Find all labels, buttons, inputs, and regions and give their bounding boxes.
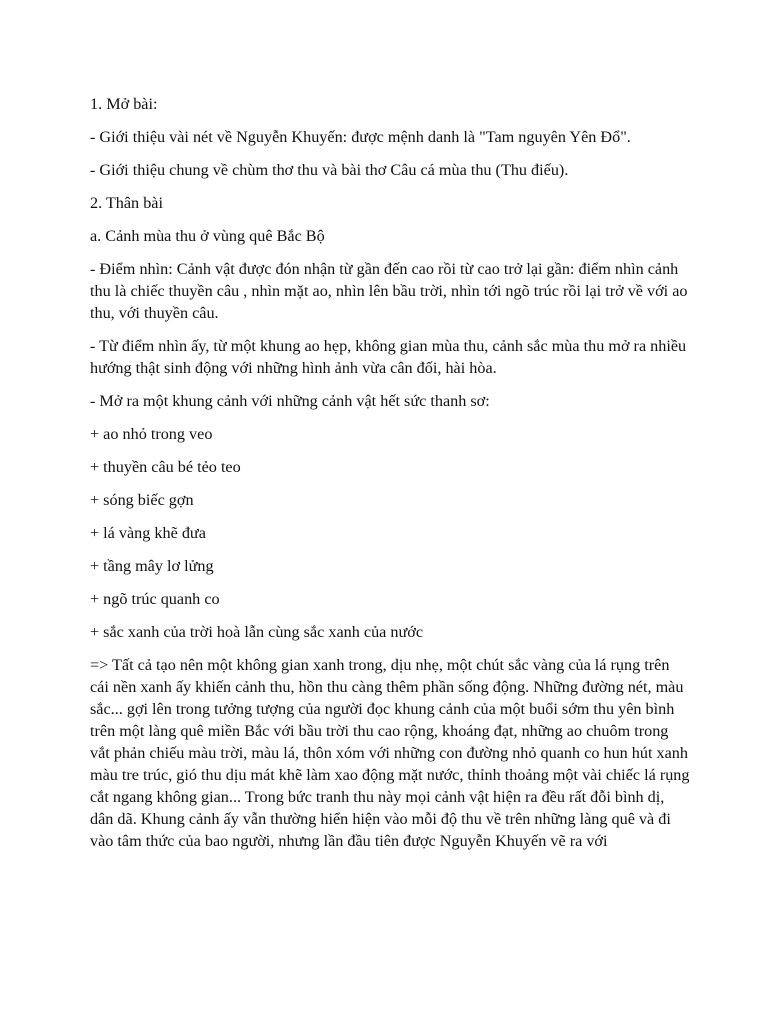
list-item: + tầng mây lơ lửng xyxy=(90,557,214,575)
paragraph-author-intro: - Giới thiệu vài nét về Nguyễn Khuyến: được mệnh danh là "Tam nguyên Yên Đổ". xyxy=(90,128,631,146)
paragraph-conclusion: => Tất cả tạo nên một không gian xanh trong, dịu nhẹ, một chút sắc vàng của lá rụng trên cái nền xanh ấy khiến cảnh thu, hồn thu càng thêm phần sống động. Những đường nét, màu sắc... gợi lên trong tưởng tượng của người đọc khung cảnh của một buổi sớm thu yên bình trên một làng quê miền Bắc với bầu trời thu cao rộng, khoáng đạt, những ao chuôm trong vắt phản chiếu màu trời, màu lá, thôn xóm với những con đường nhỏ quanh co hun hút xanh màu tre trúc, gió thu dịu mát khẽ làm xao động mặt nước, thỉnh thoảng một vài chiếc lá rụng cắt ngang không gian... Trong bức tranh thu này mọi cảnh vật hiện ra đều rất đỗi bình dị, dân dã. Khung cảnh ấy vẫn thường hiển hiện vào mỗi độ thu về trên những làng quê và đi vào tâm thức của bao người, nhưng lần đầu tiên được Nguyễn Khuyến vẽ ra với xyxy=(90,656,690,850)
heading-intro: 1. Mở bài: xyxy=(90,95,158,113)
list-item: + ngõ trúc quanh co xyxy=(90,590,220,608)
list-item: + sóng biếc gợn xyxy=(90,491,194,509)
paragraph-scenery-intro: - Mở ra một khung cảnh với những cảnh vật hết sức thanh sơ: xyxy=(90,392,490,410)
subheading-autumn-scene: a. Cảnh mùa thu ở vùng quê Bắc Bộ xyxy=(90,227,325,245)
list-item: + ao nhỏ trong veo xyxy=(90,425,213,443)
paragraph-poem-intro: - Giới thiệu chung về chùm thơ thu và bài thơ Câu cá mùa thu (Thu điếu). xyxy=(90,161,569,179)
heading-body: 2. Thân bài xyxy=(90,194,163,212)
list-item: + sắc xanh của trời hoà lẫn cùng sắc xanh của nước xyxy=(90,623,424,641)
document-page xyxy=(90,93,690,863)
list-item: + thuyền câu bé tẻo teo xyxy=(90,458,241,476)
paragraph-directions: - Từ điểm nhìn ấy, từ một khung ao hẹp, không gian mùa thu, cảnh sắc mùa thu mở ra nhiều hướng thật sinh động với những hình ảnh vừa cân đối, hài hòa. xyxy=(90,337,687,377)
list-item: + lá vàng khẽ đưa xyxy=(90,524,206,542)
paragraph-viewpoint: - Điểm nhìn: Cảnh vật được đón nhận từ gần đến cao rồi từ cao trở lại gần: điểm nhìn cảnh thu là chiếc thuyền câu , nhìn mặt ao, nhìn lên bầu trời, nhìn tới ngõ trúc rồi lại trở về với ao thu, với thuyền câu. xyxy=(90,260,688,322)
